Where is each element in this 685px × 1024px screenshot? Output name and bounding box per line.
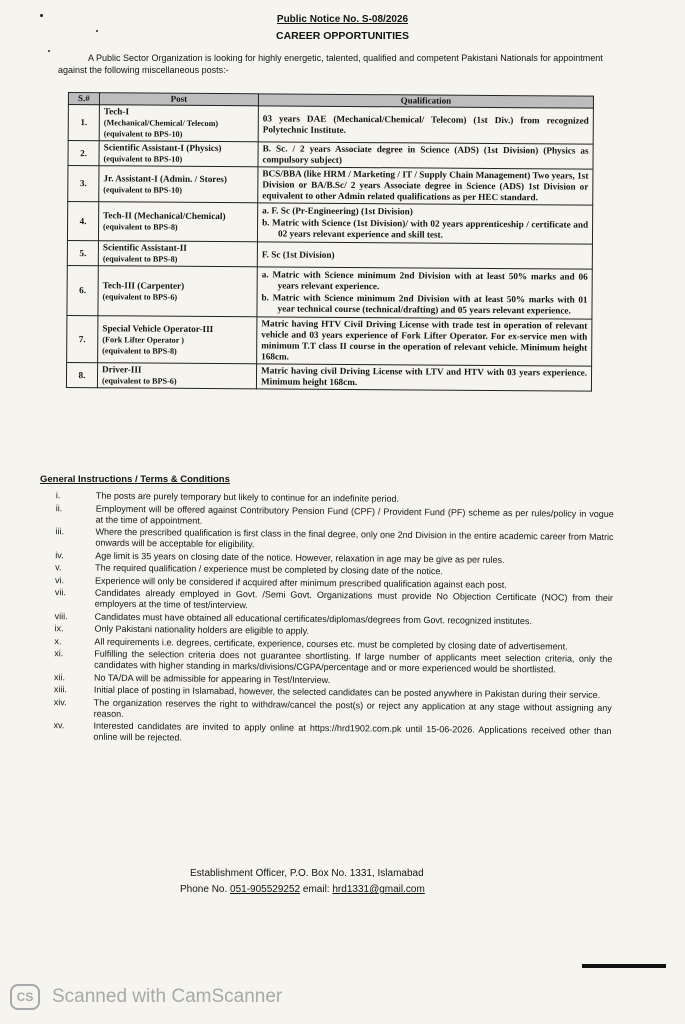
instruction-number: xv. <box>53 720 65 731</box>
post-equivalent-grade: (equivalent to BPS-10) <box>103 184 183 195</box>
instruction-text: Fulfilling the selection criteria does not guarantee shortlisting. If large number of applicants meet selection criteria, only the candidates with higher standing in marks/divisions/CGPA/percentage and or more experienced would be shortlisted. <box>94 648 613 675</box>
instruction-text: No TA/DA will be admissible for appearing in Test/Interview. <box>93 672 331 685</box>
serial-number: 3. <box>68 166 99 202</box>
qualification-cell <box>258 167 593 205</box>
serial-number: 8. <box>66 362 97 387</box>
instruction-number: x. <box>54 635 62 646</box>
post-cell <box>99 105 258 142</box>
contact-block <box>180 866 425 898</box>
header-post: Post <box>99 93 258 106</box>
instruction-text: Candidates must have obtained all educational certificates/diplomas/degrees from Govt. recognized institutes. <box>94 611 532 626</box>
instruction-number: iv. <box>55 549 64 560</box>
post-name: Special Vehicle Operator-III <box>102 322 214 334</box>
instruction-item <box>35 720 611 748</box>
instruction-number: ii. <box>55 502 63 513</box>
qualification-cell <box>258 142 593 169</box>
serial-number: 4. <box>67 202 98 241</box>
qualification-cell <box>257 242 592 269</box>
post-cell <box>98 241 257 267</box>
instruction-text: Experience will only be considered if acquired after minimum prescribed qualification against each post. <box>95 575 507 590</box>
qualification-text: Matric having HTV Civil Driving License with trade test in operation of relevant vehicle and 03 years experience of Fork Lifter Operator. For ex-service men with minimum T.T class II course in the operation of relevant vehicle. Minimum height 168cm. <box>261 318 588 362</box>
serial-number: 2. <box>68 141 99 166</box>
qualification-text: a. Matric with Science minimum 2nd Division with at least 50% marks and 06 years relevant experience. <box>261 269 588 292</box>
post-cell <box>99 166 258 203</box>
qualification-cell <box>258 106 593 144</box>
post-detail: (Fork Lifter Operator ) <box>102 334 185 345</box>
instruction-number: xi. <box>54 648 64 659</box>
header-serial: S.# <box>68 93 99 105</box>
post-detail: (Mechanical/Chemical/ Telecom) <box>103 118 219 129</box>
qualification-text: a. F. Sc (Pr-Engineering) (1st Division) <box>262 205 413 217</box>
post-equivalent-grade: (equivalent to BPS-10) <box>103 154 183 164</box>
qualification-text: B. Sc. / 2 years Associate degree in Science (ADS) (1st Division) (Physics as compulsory subject) <box>262 143 589 165</box>
scan-speck <box>48 50 50 52</box>
qualification-text: Matric having civil Driving License with LTV and HTV with 03 years experience. Minimum height 168cm. <box>260 365 588 388</box>
camscanner-watermark: Scanned with CamScanner <box>52 986 283 1007</box>
qualification-cell <box>257 203 592 244</box>
serial-number: 5. <box>67 240 98 265</box>
table-row <box>68 105 593 145</box>
posts-table <box>66 92 594 392</box>
table-row <box>68 166 593 206</box>
qualification-text: BCS/BBA (like HRM / Marketing / IT / Supply Chain Management) Two years, 1st Division or BA/B.Sc/ 2 years Associate degree in Science (ADS) 1st Division or equivalent to other Admin related qualifications as per HEC standard. <box>262 168 589 203</box>
table-row <box>68 141 593 170</box>
contact-address: Establishment Officer, P.O. Box No. 1331, Islamabad <box>190 868 424 879</box>
notice-intro: A Public Sector Organization is looking for highly energetic, talented, qualified and competent Pakistani Nationals for appointment against the following miscellaneous posts:- <box>58 53 603 75</box>
table-row <box>67 265 592 319</box>
instructions-title: General Instructions / Terms & Conditions <box>40 474 230 485</box>
instruction-text: The posts are purely temporary but likely to continue for an indefinite period. <box>95 490 400 504</box>
instruction-number: i. <box>55 490 61 501</box>
instruction-text: All requirements i.e. degrees, certificate, experience, courses etc. must be completed by closing date of advertisement. <box>94 636 568 652</box>
instruction-text: Interested candidates are invited to apply online at https://hrd1902.com.pk until 15-06-2026. Applications received other than online will be rejected. <box>93 720 612 743</box>
posts-table-body <box>66 105 593 392</box>
instruction-text: Employment will be offered against Contributory Pension Fund (CPF) / Provident Fund (PF) scheme as per rules/policy in vogue at the time of appointment. <box>95 503 614 526</box>
post-equivalent-grade: (equivalent to BPS-6) <box>102 291 178 302</box>
qualification-text: b. Matric with Science (1st Division)/ with 02 years apprenticeship / certificate and 02 years relevant experience and skill test. <box>262 217 589 240</box>
contact-line <box>180 882 425 898</box>
instruction-number: v. <box>55 562 62 573</box>
post-cell <box>97 363 256 389</box>
camscanner-logo-icon: CS <box>10 984 40 1010</box>
instruction-number: vi. <box>55 574 65 585</box>
post-cell <box>99 141 258 167</box>
header-qualification: Qualification <box>258 94 593 108</box>
instruction-text: Where the prescribed qualification is first class in the final degree, only one 2nd Division in the entire academic career from Matric onwards will be acceptable for eligibility. <box>95 526 614 550</box>
post-cell <box>98 202 257 242</box>
instruction-text: The organization reserves the right to withdraw/cancel the post(s) or reject any application at any stage without assigning any reason. <box>93 697 612 719</box>
post-name: Tech-I <box>103 106 130 117</box>
instruction-number: xii. <box>53 671 66 682</box>
post-name: Tech-II (Mechanical/Chemical) <box>103 210 226 222</box>
qualification-cell <box>257 267 592 319</box>
serial-number: 1. <box>68 105 99 141</box>
qualification-text: b. Matric with Science minimum 2nd Division with at least 50% marks with 01 year technical course (technical/drafting) and 05 years relevant experience. <box>261 292 588 316</box>
notice-number: Public Notice No. S-08/2026 <box>276 14 409 25</box>
table-row <box>66 362 591 391</box>
table-row <box>67 202 592 245</box>
table-row <box>67 240 592 269</box>
serial-number: 6. <box>67 265 98 315</box>
instruction-number: viii. <box>54 610 68 621</box>
email-address: hrd1331@gmail.com <box>332 884 425 895</box>
post-equivalent-grade: (equivalent to BPS-8) <box>102 345 177 356</box>
instruction-number: vii. <box>54 587 66 598</box>
instruction-number: xiv. <box>53 696 67 707</box>
post-equivalent-grade: (equivalent to BPS-10) <box>103 129 183 139</box>
post-equivalent-grade: (equivalent to BPS-8) <box>102 254 178 264</box>
instruction-text: Only Pakistani nationality holders are eligible to apply. <box>94 623 310 636</box>
post-equivalent-grade: (equivalent to BPS-8) <box>103 222 178 232</box>
instruction-number: iii. <box>55 526 65 537</box>
scan-mark <box>582 964 666 968</box>
serial-number: 7. <box>67 315 98 362</box>
post-name: Scientific Assistant-I (Physics) <box>103 142 222 154</box>
phone-number: 051-905529252 <box>230 884 301 895</box>
instruction-text: Age limit is 35 years on closing date of the notice. However, relaxation in age may be give as per rules. <box>95 550 505 565</box>
instruction-text: Candidates already employed in Govt. /Semi Govt. Organizations must provide No Objection Certificate (NOC) from their employers at the time of test/interview. <box>94 587 613 611</box>
table-row <box>67 315 592 366</box>
post-name: Scientific Assistant-II <box>102 242 187 253</box>
qualification-cell <box>256 364 591 391</box>
instruction-text: The required qualification / experience must be completed by closing date of the notice. <box>95 562 443 577</box>
qualification-cell <box>257 317 592 366</box>
post-equivalent-grade: (equivalent to BPS-6) <box>101 376 177 386</box>
instruction-number: xiii. <box>53 684 67 695</box>
instruction-text: Initial place of posting in Islamabad, however, the selected candidates can be posted anywhere in Pakistan during their service. <box>93 684 601 700</box>
email-label: email: <box>302 884 330 895</box>
post-name: Jr. Assistant-I (Admin. / Stores) <box>103 172 227 184</box>
post-name: Tech-III (Carpenter) <box>102 279 185 291</box>
post-name: Driver-III <box>102 364 142 375</box>
instruction-number: ix. <box>54 623 64 634</box>
instructions-list <box>35 490 614 750</box>
post-cell <box>98 316 257 364</box>
qualification-text: 03 years DAE (Mechanical/Chemical/ Telecom) (1st Div.) from recognized Polytechnic Institute. <box>262 112 589 135</box>
phone-label: Phone No. <box>180 884 228 895</box>
qualification-text: F. Sc (1st Division) <box>261 248 335 260</box>
post-cell <box>98 266 257 317</box>
notice-heading: CAREER OPPORTUNITIES <box>275 30 409 42</box>
